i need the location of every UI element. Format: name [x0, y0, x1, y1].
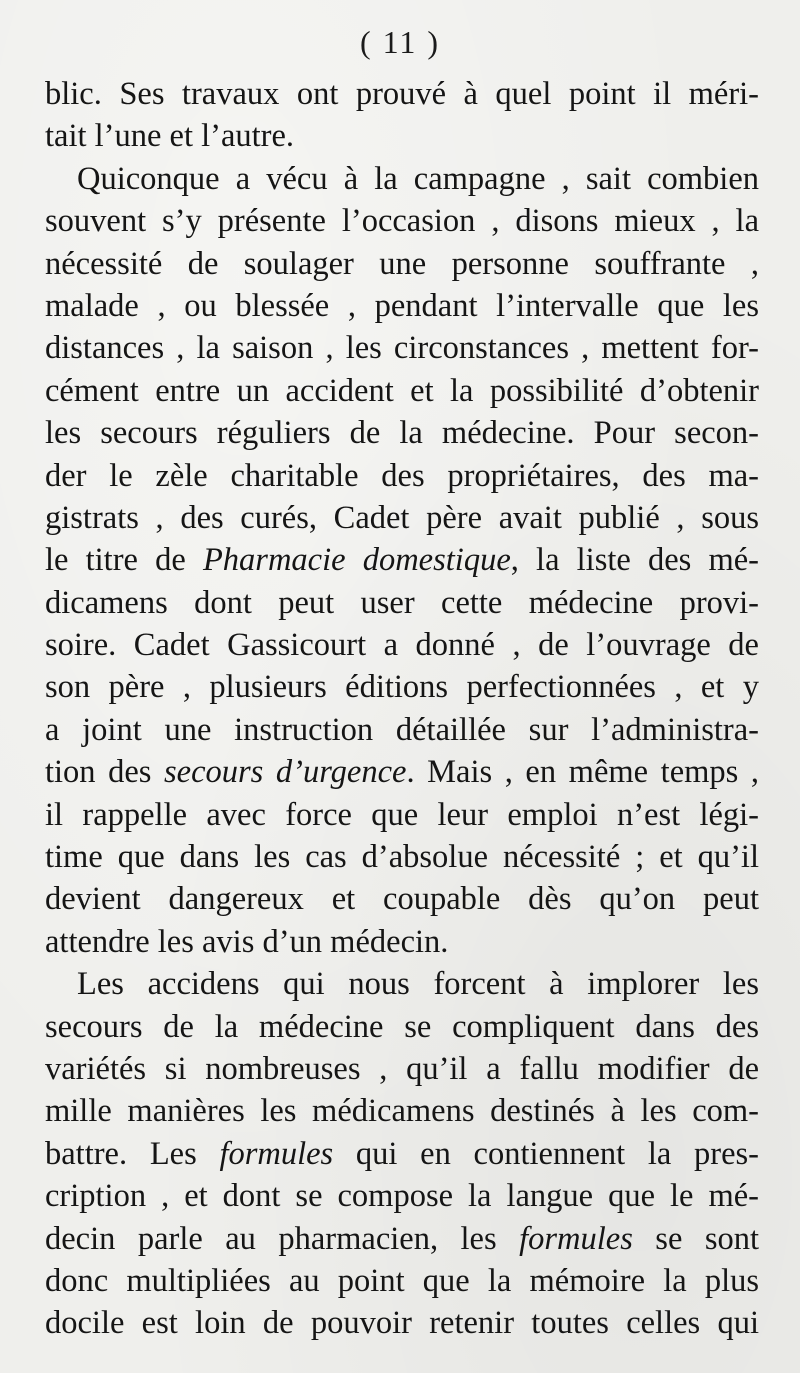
- italic-text: Pharmacie domestique: [202, 542, 511, 579]
- text-segment: gistrats , des curés, Cadet père avait publié , sous: [45, 499, 759, 536]
- text-segment: tion des: [45, 754, 165, 791]
- text-segment: soire. Cadet Gassicourt a donné , de l’ouvrage de: [45, 627, 759, 664]
- text-segment: tait l’une et l’autre.: [45, 118, 295, 155]
- text-segment: mille manières les médicamens destinés à les com-: [45, 1093, 759, 1130]
- text-segment: malade , ou blessée , pendant l’intervalle que les: [45, 287, 759, 324]
- text-segment: cription , et dont se compose la langue que le mé-: [45, 1178, 759, 1215]
- text-segment: docile est loin de pouvoir retenir toutes celles qui: [45, 1305, 759, 1342]
- text-segment: Les accidens qui nous forcent à implorer les: [77, 966, 759, 1003]
- text-segment: le titre de: [45, 542, 203, 579]
- text-segment: dicamens dont peut user cette médecine provi-: [45, 584, 759, 621]
- text-line: [45, 1048, 759, 1090]
- text-line: [45, 370, 759, 412]
- text-segment: der le zèle charitable des propriétaires, des ma-: [45, 457, 759, 494]
- text-line: [45, 539, 759, 581]
- text-line: [45, 1175, 759, 1217]
- text-line: [45, 412, 759, 454]
- text-segment: il rappelle avec force que leur emploi n’est légi-: [45, 796, 759, 833]
- page-number: ( 11 ): [359, 24, 441, 60]
- text-segment: Quiconque a vécu à la campagne , sait combien: [77, 160, 759, 197]
- text-line: [45, 1260, 759, 1302]
- text-line: [45, 1006, 759, 1048]
- italic-text: secours d’urgence: [164, 754, 407, 791]
- text-segment: , la liste des mé-: [510, 542, 759, 579]
- text-segment: a joint une instruction détaillée sur l’administra-: [45, 711, 759, 748]
- text-segment: son père , plusieurs éditions perfectionnées , et y: [45, 669, 759, 706]
- body-text: [45, 73, 759, 1345]
- text-segment: decin parle au pharmacien, les: [45, 1220, 520, 1257]
- text-segment: time que dans les cas d’absolue nécessité ; et qu’il: [45, 839, 759, 876]
- text-segment: attendre les avis d’un médecin.: [45, 923, 449, 960]
- text-line: [45, 497, 759, 539]
- text-line: [45, 1218, 759, 1260]
- text-segment: nécessité de soulager une personne souffrante ,: [45, 245, 759, 282]
- text-line: [45, 200, 759, 242]
- text-line: [45, 921, 759, 963]
- text-segment: se sont: [632, 1220, 759, 1257]
- text-line: [45, 1133, 759, 1175]
- text-segment: blic. Ses travaux ont prouvé à quel point il méri-: [45, 76, 759, 112]
- text-line: [45, 878, 759, 920]
- text-segment: qui en contiennent la pres-: [333, 1135, 759, 1172]
- text-segment: les secours réguliers de la médecine. Pour secon-: [45, 415, 759, 452]
- text-line: [45, 794, 759, 836]
- text-line: [45, 582, 759, 624]
- text-segment: souvent s’y présente l’occasion , disons mieux , la: [45, 203, 759, 240]
- text-line: [45, 624, 759, 666]
- text-line: [45, 1090, 759, 1132]
- text-line: [45, 327, 759, 369]
- text-line: [45, 836, 759, 878]
- text-line: [45, 73, 759, 115]
- text-line: [45, 751, 759, 793]
- text-line: [45, 243, 759, 285]
- text-line: [45, 158, 759, 200]
- text-line: [45, 666, 759, 708]
- italic-text: formules: [219, 1135, 334, 1172]
- text-segment: cément entre un accident et la possibilité d’obtenir: [45, 372, 759, 409]
- text-segment: secours de la médecine se compliquent dans des: [45, 1008, 759, 1045]
- text-line: [45, 455, 759, 497]
- text-line: [45, 1302, 759, 1344]
- text-segment: donc multipliées au point que la mémoire la plus: [45, 1262, 759, 1299]
- text-segment: battre. Les: [45, 1135, 220, 1172]
- italic-text: formules: [519, 1220, 633, 1257]
- text-segment: distances , la saison , les circonstances , mettent for-: [45, 330, 759, 367]
- text-segment: . Mais , en même temps ,: [406, 754, 759, 791]
- text-segment: variétés si nombreuses , qu’il a fallu modifier de: [45, 1050, 759, 1087]
- text-line: [45, 285, 759, 327]
- text-line: [45, 115, 759, 157]
- text-line: [45, 709, 759, 751]
- text-line: [45, 963, 759, 1005]
- text-segment: devient dangereux et coupable dès qu’on peut: [45, 881, 759, 918]
